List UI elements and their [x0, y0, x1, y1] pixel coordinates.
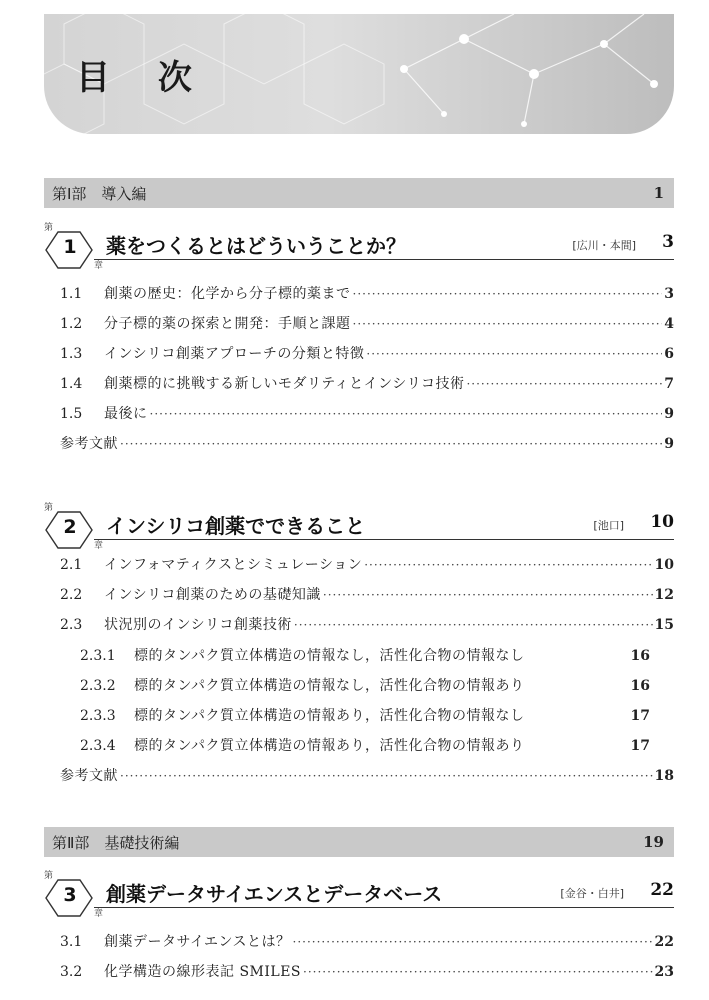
page-title: 目 次	[76, 58, 210, 98]
chapter-suffix: 章	[94, 909, 104, 919]
subsection-page: 16	[630, 678, 650, 694]
toc-subentry[interactable]	[80, 705, 650, 725]
section-title: 創薬標的に挑戦する新しいモダリティとインシリコ技術	[104, 376, 465, 392]
subsection-title: 標的タンパク質立体構造の情報なし，活性化合物の情報なし	[134, 648, 525, 664]
section-page: 23	[654, 964, 674, 980]
toc-entry[interactable]	[60, 343, 674, 363]
subsection-page: 17	[630, 738, 650, 754]
chapter-author: [広川・本間]	[572, 239, 636, 252]
section-number: 3.1	[60, 934, 83, 950]
chapter-rule	[94, 907, 674, 908]
toc-entry[interactable]	[60, 283, 674, 303]
chapter-number: 2	[63, 516, 77, 538]
section-title: 状況別のインシリコ創薬技術	[104, 617, 292, 633]
subsection-number: 2.3.2	[80, 678, 116, 694]
subsection-number: 2.3.4	[80, 738, 116, 754]
chapter-page: 10	[650, 512, 674, 532]
section-page: 4	[664, 316, 674, 332]
section-title: 創薬データサイエンスとは？	[104, 934, 291, 950]
chapter-author: [金谷・白井]	[560, 887, 624, 900]
leader-dots	[294, 618, 653, 632]
part-heading	[44, 178, 674, 208]
section-number: 2.1	[60, 557, 83, 573]
section-number: 2.2	[60, 587, 83, 603]
section-title: インシリコ創薬のための基礎知識	[104, 587, 321, 603]
chapter-title: インシリコ創薬でできること	[106, 514, 366, 538]
section-page: 9	[664, 436, 674, 452]
section-number: 1.4	[60, 376, 83, 392]
subsection-title: 標的タンパク質立体構造の情報あり，活性化合物の情報あり	[134, 738, 525, 754]
part-page: 19	[643, 833, 664, 851]
toc-entry[interactable]	[60, 931, 674, 951]
section-title: 分子標的薬の探索と開発：手順と課題	[104, 316, 351, 332]
section-number: 1.3	[60, 346, 83, 362]
toc-entry[interactable]	[60, 961, 674, 981]
section-title: 最後に	[104, 406, 148, 422]
toc-entry-references[interactable]	[60, 765, 674, 785]
leader-dots	[466, 377, 662, 391]
leader-dots	[293, 935, 653, 949]
section-title: インフォマティクスとシミュレーション	[104, 557, 363, 573]
chapter-prefix: 第	[44, 503, 54, 513]
leader-dots	[323, 588, 653, 602]
chapter-heading	[44, 871, 674, 922]
section-page: 6	[664, 346, 674, 362]
section-page: 18	[654, 768, 674, 784]
leader-dots	[120, 437, 662, 451]
toc-entry[interactable]	[60, 554, 674, 574]
toc-entry[interactable]	[60, 313, 674, 333]
section-page: 10	[654, 557, 674, 573]
section-number: 2.3	[60, 617, 83, 633]
chapter-rule	[94, 539, 674, 540]
leader-dots	[353, 317, 663, 331]
section-number: 1.1	[60, 286, 83, 302]
toc-subentry[interactable]	[80, 735, 650, 755]
subsection-title: 標的タンパク質立体構造の情報なし，活性化合物の情報あり	[134, 678, 525, 694]
toc-subentry[interactable]	[80, 675, 650, 695]
section-page: 7	[664, 376, 674, 392]
leader-dots	[120, 769, 653, 783]
chapter-page: 3	[662, 232, 674, 252]
chapter-author: [池口]	[593, 519, 624, 532]
section-title: 化学構造の線形表記 SMILES	[104, 964, 302, 980]
section-page: 9	[664, 406, 674, 422]
header-banner	[44, 14, 674, 134]
toc-entry[interactable]	[60, 584, 674, 604]
leader-dots	[150, 407, 663, 421]
toc-entry-references[interactable]	[60, 433, 674, 453]
chapter-heading	[44, 223, 674, 274]
subsection-page: 16	[630, 648, 650, 664]
chapter-suffix: 章	[94, 261, 104, 271]
subsection-number: 2.3.1	[80, 648, 116, 664]
section-number: 3.2	[60, 964, 83, 980]
section-title: 参考文献	[60, 768, 118, 784]
leader-dots	[366, 347, 662, 361]
chapter-number: 1	[63, 236, 77, 258]
section-page: 3	[664, 286, 674, 302]
leader-dots	[353, 287, 663, 301]
subsection-page: 17	[630, 708, 650, 724]
section-number: 1.2	[60, 316, 83, 332]
chapter-rule	[94, 259, 674, 260]
leader-dots	[303, 965, 653, 979]
chapter-suffix: 章	[94, 541, 104, 551]
part-heading	[44, 827, 674, 857]
chapter-number: 3	[63, 884, 77, 906]
chapter-page: 22	[650, 880, 674, 900]
chapter-title: 薬をつくるとはどういうことか？	[106, 234, 406, 258]
section-page: 22	[654, 934, 674, 950]
section-title: 創薬の歴史：化学から分子標的薬まで	[104, 286, 351, 302]
section-number: 1.5	[60, 406, 83, 422]
leader-dots	[364, 558, 652, 572]
subsection-title: 標的タンパク質立体構造の情報あり，活性化合物の情報なし	[134, 708, 525, 724]
toc-entry[interactable]	[60, 373, 674, 393]
toc-entry[interactable]	[60, 614, 674, 634]
section-page: 15	[654, 617, 674, 633]
part-label: 第Ⅰ部 導入編	[52, 184, 147, 203]
chapter-prefix: 第	[44, 223, 54, 233]
section-title: インシリコ創薬アプローチの分類と特徴	[104, 346, 365, 362]
chapter-title: 創薬データサイエンスとデータベース	[106, 882, 443, 906]
toc-entry[interactable]	[60, 403, 674, 423]
part-label: 第Ⅱ部 基礎技術編	[52, 833, 180, 852]
chapter-heading	[44, 503, 674, 554]
section-page: 12	[654, 587, 674, 603]
section-title: 参考文献	[60, 436, 118, 452]
part-page: 1	[653, 184, 664, 202]
chapter-prefix: 第	[44, 871, 54, 881]
subsection-number: 2.3.3	[80, 708, 116, 724]
toc-subentry[interactable]	[80, 645, 650, 665]
